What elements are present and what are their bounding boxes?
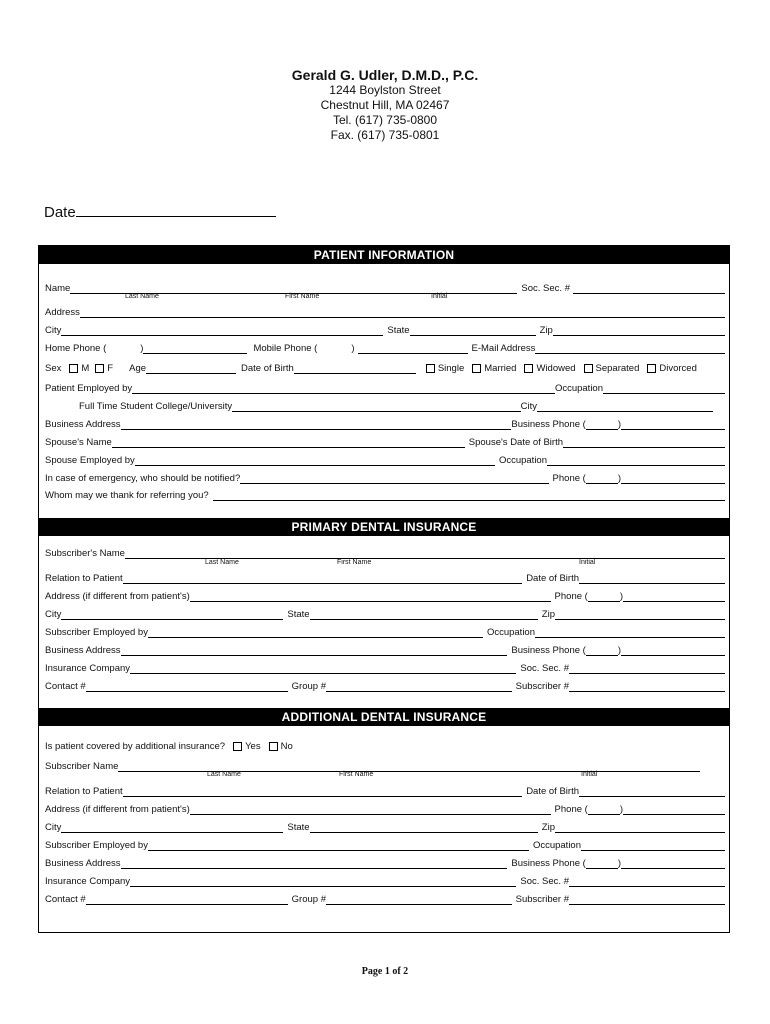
sex-row[interactable] [45,360,725,374]
name-label: Name [45,283,71,294]
business-phone-label: Business Phone ( [511,645,586,656]
occupation-label: Occupation [486,627,535,638]
state-label: State [287,822,310,833]
student-row[interactable] [79,398,713,412]
additional-insurance-row[interactable] [45,873,725,887]
practice-fax: Fax. (617) 735-0801 [330,128,440,142]
dob-label: Date of Birth [526,573,579,584]
marital-widowed-option[interactable] [524,363,575,374]
covered-row[interactable] [45,738,725,752]
address-label: Address (if different from patient's) [45,591,190,602]
additional-contact-row[interactable] [45,891,725,905]
phone-label: Phone ( [554,591,588,602]
group-label: Group # [291,894,326,905]
insurance-company-line[interactable] [130,877,516,887]
spouse-row[interactable] [45,434,725,448]
emergency-phone-area[interactable] [586,474,618,484]
additional-subscriber-row[interactable] [45,758,725,772]
insurance-company-label: Insurance Company [45,663,131,674]
checkbox-icon[interactable] [524,364,533,373]
ssn-line[interactable] [569,877,725,887]
relation-line[interactable] [123,574,523,584]
relation-label: Relation to Patient [45,573,123,584]
checkbox-icon[interactable] [584,364,593,373]
state-line[interactable] [410,326,536,336]
primary-city-row[interactable] [45,606,725,620]
employed-by-line[interactable] [132,384,555,394]
covered-question: Is patient covered by additional insurance? [45,741,226,752]
zip-label: Zip [541,822,555,833]
primary-subscriber-row[interactable] [45,545,725,559]
referral-row[interactable] [45,487,725,501]
phone-line[interactable] [623,805,725,815]
employed-by-label: Patient Employed by [45,383,133,394]
city-label: City [45,325,62,336]
business-phone-area[interactable] [586,646,618,656]
referral-label: Whom may we thank for referring you? [45,490,209,501]
subscriber-name-label: Subscriber Name [45,761,119,772]
city-line[interactable] [61,610,283,620]
contact-label: Contact # [45,894,86,905]
state-label: State [387,325,410,336]
covered-no-option[interactable] [269,741,293,752]
city-row[interactable] [45,322,725,336]
date-label: Date [44,204,76,221]
college-line[interactable] [232,402,521,412]
zip-line[interactable] [555,610,725,620]
state-label: State [287,609,310,620]
spouse-employed-line[interactable] [135,456,495,466]
occupation-label: Occupation [532,840,581,851]
patient-employed-row[interactable] [45,380,725,394]
sex-female-option[interactable] [95,363,113,374]
spouse-dob-line[interactable] [563,438,725,448]
checkbox-icon[interactable] [647,364,656,373]
primary-employed-row[interactable] [45,624,725,638]
occupation-line[interactable] [603,384,725,394]
business-phone-area[interactable] [586,859,618,869]
sex-label: Sex [45,363,62,374]
email-line[interactable] [535,344,725,354]
checkbox-icon[interactable] [269,742,278,751]
group-line[interactable] [326,682,512,692]
business-address-line[interactable] [121,859,508,869]
spouse-employed-label: Spouse Employed by [45,455,135,466]
date-line[interactable] [76,202,276,217]
yes-label: Yes [245,741,261,752]
state-line[interactable] [310,823,538,833]
ssn-label: Soc. Sec. # [521,283,570,294]
section-header-patient: PATIENT INFORMATION [39,246,729,264]
business-address-line[interactable] [121,646,508,656]
home-phone-line[interactable] [143,344,247,354]
business-address-label: Business Address [45,858,121,869]
insurance-company-label: Insurance Company [45,876,131,887]
relation-line[interactable] [123,787,523,797]
subscriber-name-label: Subscriber's Name [45,548,125,559]
marital-separated-option[interactable] [584,363,640,374]
age-label: Age [129,363,147,374]
female-label: F [107,363,114,374]
address-line[interactable] [190,592,551,602]
last-name-hint: Last Name [125,293,159,300]
initial-hint: Initial [579,559,596,566]
dob-label: Date of Birth [526,786,579,797]
address-line[interactable] [190,805,551,815]
checkbox-icon[interactable] [233,742,242,751]
additional-address-row[interactable] [45,801,725,815]
spouse-employed-row[interactable] [45,452,725,466]
last-name-hint: Last Name [205,559,239,566]
employed-by-line[interactable] [148,628,483,638]
referral-line[interactable] [213,491,725,501]
additional-relation-row[interactable] [45,783,725,797]
phone-paren: ) [619,591,623,602]
last-name-hint: Last Name [207,771,241,778]
primary-insurance-row[interactable] [45,660,725,674]
section-header-additional: ADDITIONAL DENTAL INSURANCE [39,708,729,726]
checkbox-icon[interactable] [95,364,104,373]
mobile-phone-paren: ) [351,343,355,354]
group-label: Group # [291,681,326,692]
primary-business-row[interactable] [45,642,725,656]
student-city-line[interactable] [537,402,713,412]
emergency-label: In case of emergency, who should be notified? [45,473,241,484]
subscriber-name-line[interactable] [118,762,700,772]
spouse-name-line[interactable] [112,438,465,448]
phone-paren: ) [619,804,623,815]
practice-tel: Tel. (617) 735-0800 [332,113,438,127]
zip-line[interactable] [555,823,725,833]
ssn-line[interactable] [569,664,725,674]
checkbox-icon[interactable] [472,364,481,373]
subscriber-name-line[interactable] [125,549,725,559]
insurance-company-line[interactable] [130,664,516,674]
email-label: E-Mail Address [471,343,536,354]
form-box [38,245,730,933]
phone-area[interactable] [588,592,620,602]
subscriber-no-label: Subscriber # [515,681,569,692]
occupation-line[interactable] [581,841,725,851]
dob-label: Date of Birth [241,363,294,374]
contact-line[interactable] [86,895,288,905]
separated-label: Separated [595,363,640,374]
mobile-phone-label: Mobile Phone ( [253,343,318,354]
divorced-label: Divorced [659,363,697,374]
initial-hint: Initial [581,771,598,778]
spouse-name-label: Spouse's Name [45,437,112,448]
address-line[interactable] [80,308,725,318]
business-address-label: Business Address [45,419,121,430]
primary-contact-row[interactable] [45,678,725,692]
sex-male-option[interactable] [69,363,89,374]
ssn-line[interactable] [573,284,725,294]
male-label: M [81,363,90,374]
spouse-dob-label: Spouse's Date of Birth [468,437,563,448]
home-phone-paren: ) [140,343,144,354]
address-label: Address (if different from patient's) [45,804,190,815]
city-label: City [45,609,62,620]
practice-header [0,0,770,143]
dob-line[interactable] [294,364,416,374]
contact-line[interactable] [86,682,288,692]
age-line[interactable] [146,364,236,374]
city-line[interactable] [61,326,383,336]
address-row[interactable] [45,304,725,318]
home-phone-label: Home Phone ( [45,343,107,354]
first-name-hint: First Name [339,771,374,778]
page-footer: Page 1 of 2 [361,966,409,977]
student-label: Full Time Student College/University [79,401,233,412]
dob-line[interactable] [579,574,725,584]
business-phone-line[interactable] [621,646,725,656]
widowed-label: Widowed [536,363,576,374]
occupation-line[interactable] [535,628,725,638]
phone-area[interactable] [588,805,620,815]
marital-married-option[interactable] [472,363,516,374]
subscriber-no-line[interactable] [569,895,725,905]
business-row[interactable] [45,416,725,430]
date-field[interactable] [44,202,276,221]
initial-hint: Initial [431,293,448,300]
ssn-label: Soc. Sec. # [520,663,569,674]
practice-name: Gerald G. Udler, D.M.D., P.C. [291,67,479,83]
business-phone-paren: ) [617,645,621,656]
business-address-line[interactable] [121,420,512,430]
section-header-primary: PRIMARY DENTAL INSURANCE [39,518,729,536]
ssn-label: Soc. Sec. # [520,876,569,887]
emergency-phone-paren: ) [617,473,621,484]
employed-by-label: Subscriber Employed by [45,840,148,851]
phone-line[interactable] [623,592,725,602]
zip-label: Zip [541,609,555,620]
address-label: Address [45,307,80,318]
phone-label: Phone ( [554,804,588,815]
primary-address-row[interactable] [45,588,725,602]
dob-line[interactable] [579,787,725,797]
primary-relation-row[interactable] [45,570,725,584]
checkbox-icon[interactable] [426,364,435,373]
contact-label: Contact # [45,681,86,692]
patient-name-row[interactable] [45,280,725,294]
group-line[interactable] [326,895,512,905]
practice-city: Chestnut Hill, MA 02467 [320,98,450,112]
marital-divorced-option[interactable] [647,363,697,374]
emergency-line[interactable] [240,474,548,484]
business-phone-paren: ) [617,858,621,869]
business-phone-area[interactable] [586,420,618,430]
zip-label: Zip [539,325,553,336]
spouse-occupation-line[interactable] [547,456,725,466]
city-label: City [45,822,62,833]
relation-label: Relation to Patient [45,786,123,797]
first-name-hint: First Name [337,559,372,566]
business-phone-paren: ) [617,419,621,430]
business-phone-line[interactable] [621,420,725,430]
additional-employed-row[interactable] [45,837,725,851]
business-address-label: Business Address [45,645,121,656]
employed-by-label: Subscriber Employed by [45,627,148,638]
no-label: No [280,741,293,752]
practice-street: 1244 Boylston Street [329,83,441,97]
spouse-occupation-label: Occupation [498,455,547,466]
additional-city-row[interactable] [45,819,725,833]
city-line[interactable] [61,823,283,833]
occupation-label: Occupation [554,383,603,394]
marital-single-option[interactable] [426,363,464,374]
business-phone-label: Business Phone ( [511,858,586,869]
state-line[interactable] [310,610,538,620]
covered-yes-option[interactable] [233,741,261,752]
checkbox-icon[interactable] [69,364,78,373]
additional-business-row[interactable] [45,855,725,869]
first-name-hint: First Name [285,293,320,300]
zip-line[interactable] [553,326,725,336]
married-label: Married [484,363,517,374]
mobile-phone-line[interactable] [358,344,468,354]
subscriber-no-line[interactable] [569,682,725,692]
phone-row[interactable] [45,340,725,354]
employed-by-line[interactable] [148,841,529,851]
emergency-phone-line[interactable] [621,474,725,484]
business-phone-label: Business Phone ( [511,419,586,430]
single-label: Single [437,363,465,374]
emergency-phone-label: Phone ( [552,473,586,484]
business-phone-line[interactable] [621,859,725,869]
emergency-row[interactable] [45,470,725,484]
subscriber-no-label: Subscriber # [515,894,569,905]
student-city-label: City [520,401,537,412]
